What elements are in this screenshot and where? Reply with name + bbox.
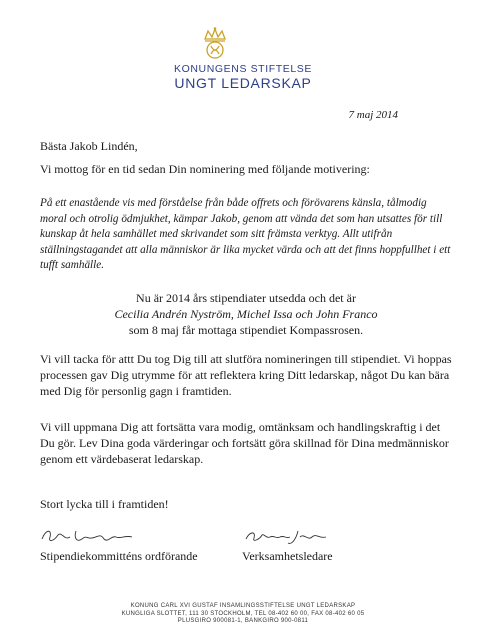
handwritten-signature-right (242, 525, 342, 547)
announcement-line3: som 8 maj får mottaga stipendiet Kompassrosen. (128, 322, 364, 337)
encouragement-paragraph: Vi vill uppmana Dig att fortsätta vara modig, omtänksam och handlingskraftig i det Du gör. Lev Dina goda värderingar och fortsätt göra skillnad för Dina medmänniskor genom ett värdebaserat ledarskap. (40, 420, 449, 466)
letter-date: 7 maj 2014 (348, 109, 398, 121)
letterhead-logo (0, 0, 486, 100)
announcement-names: Cecilia Andrén Nyström, Michel Issa och John Franco (114, 306, 378, 321)
footer-line2: KUNGLIGA SLOTTET, 111 30 STOCKHOLM, TEL 08-402 60 00, FAX 08-402 60 05 (121, 610, 365, 617)
letter-footer (0, 603, 486, 626)
handwritten-signature-left (40, 525, 140, 547)
closing-line: Stort lycka till i framtiden! (40, 497, 169, 511)
announcement-line1: Nu är 2014 års stipendiater utsedda och det är (136, 291, 356, 305)
footer-line1: KONUNG CARL XVI GUSTAF INSAMLINGSSTIFTELSE UNGT LEDARSKAP (130, 603, 356, 609)
intro-paragraph: Vi mottog för en tid sedan Din nominering med följande motivering: (40, 162, 370, 176)
letterhead-line2: UNGT LEDARSKAP (174, 75, 312, 91)
footer-line3: PLUSGIRO 900081-1, BANKGIRO 900-0811 (177, 618, 309, 624)
announcement-block (40, 291, 452, 338)
signature-left-title: Stipendiekommitténs ordförande (40, 549, 198, 563)
signature-right-title: Verksamhetsledare (242, 549, 333, 563)
nomination-quote: På ett enastående vis med förståelse från både offrets och förövarens känsla, tålmodig moral och otrolig ödmjukhet, kämpar Jakob, genom att vända det som han utsattes för till kunskap åt hela samhället med skrivandet som sitt främsta verktyg. Allt utifrån ställningstagandet att alla människor är lika mycket värda och att det finns hoppfullhet i ett tufft samhälle. (40, 197, 451, 271)
crown-crest-icon (200, 26, 230, 60)
letterhead-line1: KONUNGENS STIFTELSE (173, 63, 312, 75)
thanks-paragraph: Vi vill tacka för attt Du tog Dig till att slutföra nomineringen till stipendiet. Vi hoppas processen gav Dig utrymme för att reflektera kring Ditt ledarskap, något Du kan bära med Dig för personlig gagn i framtiden. (40, 352, 452, 398)
signature-right (242, 525, 342, 564)
signature-left (40, 525, 198, 564)
salutation: Bästa Jakob Lindén, (40, 139, 138, 153)
